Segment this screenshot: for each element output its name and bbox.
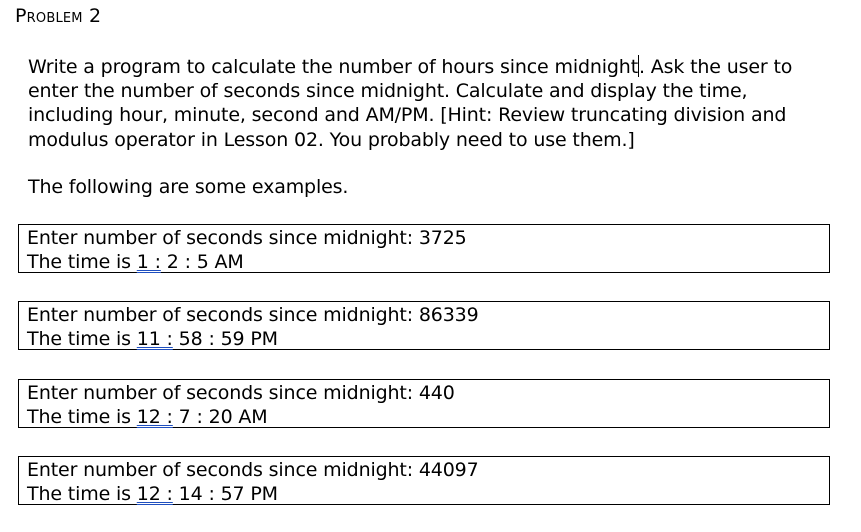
example-output-line [27,251,829,275]
example-box-1 [18,224,830,273]
example-prompt-line: Enter number of seconds since midnight: 3725 [27,227,467,249]
examples-intro: The following are some examples. [28,176,349,198]
output-prefix: The time is [27,405,137,428]
output-prefix: The time is [27,327,137,350]
example-output-line [27,406,829,430]
example-output-line [27,328,829,352]
output-hour: 1 : [136,250,161,273]
output-hour: 11 : [136,327,173,350]
example-prompt-line: Enter number of seconds since midnight: 86339 [27,304,479,326]
description-text-start: Write a program to calculate the number of hours since midnight [28,56,638,78]
example-box-2 [18,301,830,350]
output-rest: 14 : 57 PM [172,482,278,505]
problem-description[interactable] [28,55,828,152]
description-text-end: . Ask the user to enter the number of seconds since midnight. Calculate and display the time, including hour, minute, second and AM/PM. [Hint: Review truncating division and modulus operator in Lesson 02. You probably need to use them.] [28,56,793,151]
problem-heading: Problem 2 [15,5,102,27]
example-box-4 [18,456,830,505]
example-output-line [27,483,829,507]
output-rest: 7 : 20 AM [172,405,268,428]
example-box-3 [18,379,830,428]
output-hour: 12 : [136,482,173,505]
output-prefix: The time is [27,250,137,273]
output-hour: 12 : [136,405,173,428]
example-prompt-line: Enter number of seconds since midnight: 440 [27,382,455,404]
output-prefix: The time is [27,482,137,505]
output-rest: 2 : 5 AM [160,250,244,273]
output-rest: 58 : 59 PM [172,327,278,350]
example-prompt-line: Enter number of seconds since midnight: 44097 [27,459,479,481]
